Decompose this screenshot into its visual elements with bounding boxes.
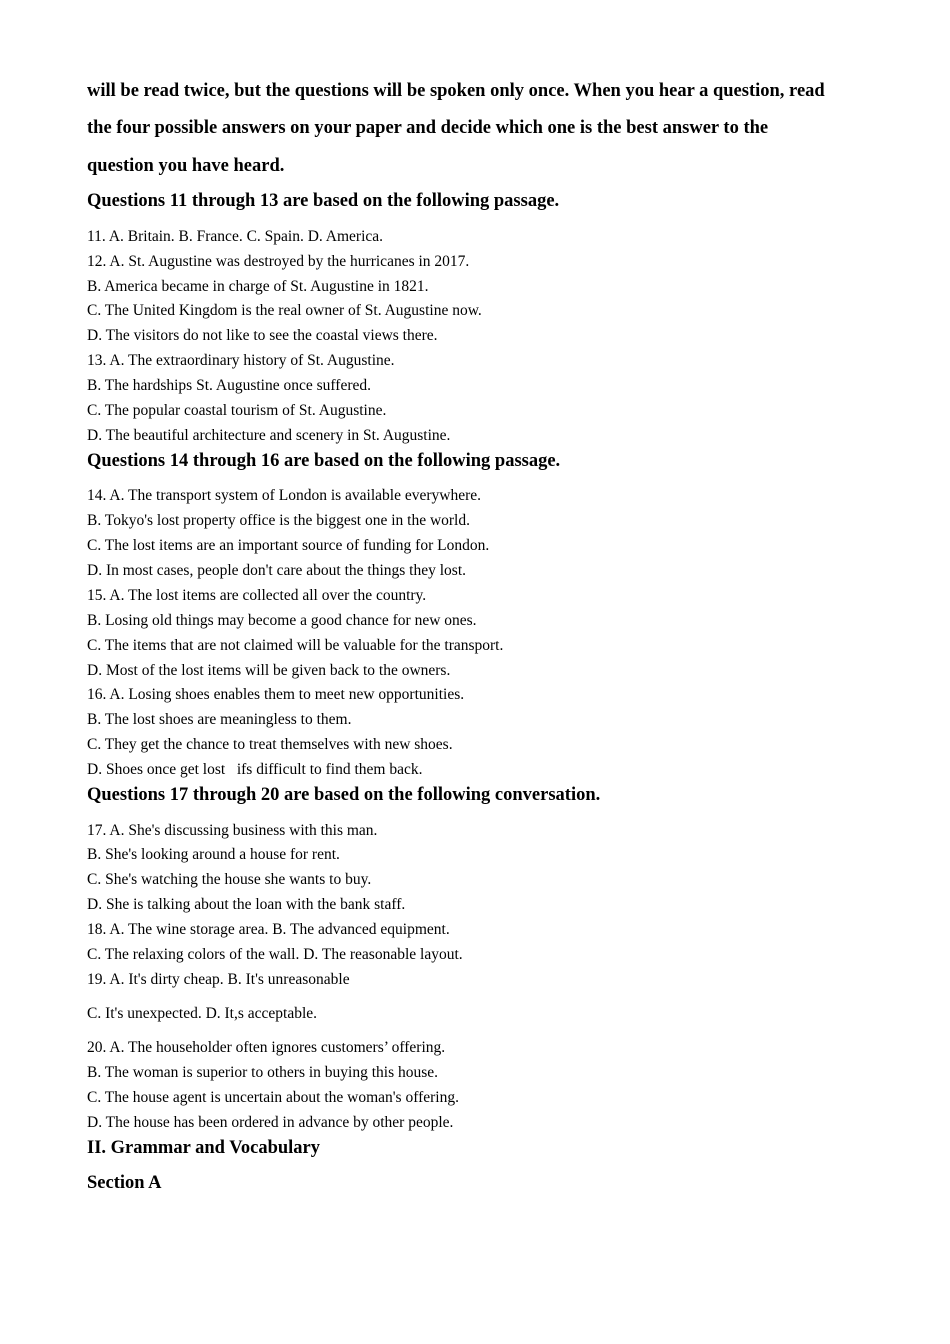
answer-option: D. Most of the lost items will be given back to the owners. bbox=[87, 662, 451, 679]
question-line: 16. A. Losing shoes enables them to meet new opportunities. bbox=[87, 686, 465, 703]
section-heading: II. Grammar and Vocabulary bbox=[87, 1138, 320, 1158]
answer-option: B. The lost shoes are meaningless to them. bbox=[87, 711, 352, 728]
answer-option: D. The visitors do not like to see the coastal views there. bbox=[87, 327, 438, 344]
answer-option: B. The hardships St. Augustine once suffered. bbox=[87, 377, 371, 394]
question-line: 20. A. The householder often ignores customers’ offering. bbox=[87, 1039, 446, 1056]
answer-option: B. Tokyo's lost property office is the biggest one in the world. bbox=[87, 512, 470, 529]
question-line: 11. A. Britain. B. France. C. Spain. D. America. bbox=[87, 228, 384, 245]
answer-option: D. The house has been ordered in advance by other people. bbox=[87, 1114, 454, 1131]
answer-option: D. In most cases, people don't care about the things they lost. bbox=[87, 562, 467, 579]
answer-option: B. The woman is superior to others in buying this house. bbox=[87, 1064, 439, 1081]
answer-option: B. She's looking around a house for rent. bbox=[87, 846, 340, 863]
answer-option: C. They get the chance to treat themselves with new shoes. bbox=[87, 736, 453, 753]
question-line: 17. A. She's discussing business with this man. bbox=[87, 822, 378, 839]
question-line: 18. A. The wine storage area. B. The advanced equipment. bbox=[87, 921, 450, 938]
intro-line-1: will be read twice, but the questions will be spoken only once. When you hear a question, read bbox=[87, 81, 825, 101]
answer-option: C. It's unexpected. D. It,s acceptable. bbox=[87, 1005, 318, 1022]
intro-line-2: the four possible answers on your paper and decide which one is the best answer to the bbox=[87, 118, 769, 138]
question-line: 12. A. St. Augustine was destroyed by the hurricanes in 2017. bbox=[87, 253, 470, 270]
answer-option: C. The popular coastal tourism of St. Augustine. bbox=[87, 402, 387, 419]
conversation-heading: Questions 17 through 20 are based on the following conversation. bbox=[87, 785, 601, 805]
answer-option: B. America became in charge of St. Augustine in 1821. bbox=[87, 278, 429, 295]
answer-option: D. Shoes once get lost ifs difficult to find them back. bbox=[87, 761, 423, 778]
question-line: 15. A. The lost items are collected all over the country. bbox=[87, 587, 427, 604]
answer-option: C. The relaxing colors of the wall. D. The reasonable layout. bbox=[87, 946, 463, 963]
answer-option: C. The items that are not claimed will be valuable for the transport. bbox=[87, 637, 504, 654]
answer-option: C. She's watching the house she wants to buy. bbox=[87, 871, 372, 888]
answer-option: D. She is talking about the loan with the bank staff. bbox=[87, 896, 406, 913]
question-line: 14. A. The transport system of London is available everywhere. bbox=[87, 487, 482, 504]
answer-option: D. The beautiful architecture and scenery in St. Augustine. bbox=[87, 427, 451, 444]
answer-option: C. The house agent is uncertain about the woman's offering. bbox=[87, 1089, 459, 1106]
answer-option: C. The United Kingdom is the real owner of St. Augustine now. bbox=[87, 302, 482, 319]
answer-option: C. The lost items are an important source of funding for London. bbox=[87, 537, 490, 554]
section-subheading: Section A bbox=[87, 1173, 162, 1193]
answer-option: B. Losing old things may become a good chance for new ones. bbox=[87, 612, 477, 629]
question-line: 13. A. The extraordinary history of St. Augustine. bbox=[87, 352, 395, 369]
question-line: 19. A. It's dirty cheap. B. It's unreasonable bbox=[87, 971, 350, 988]
intro-line-3: question you have heard. bbox=[87, 156, 285, 176]
passage-2-heading: Questions 14 through 16 are based on the following passage. bbox=[87, 451, 561, 471]
passage-1-heading: Questions 11 through 13 are based on the following passage. bbox=[87, 191, 560, 211]
